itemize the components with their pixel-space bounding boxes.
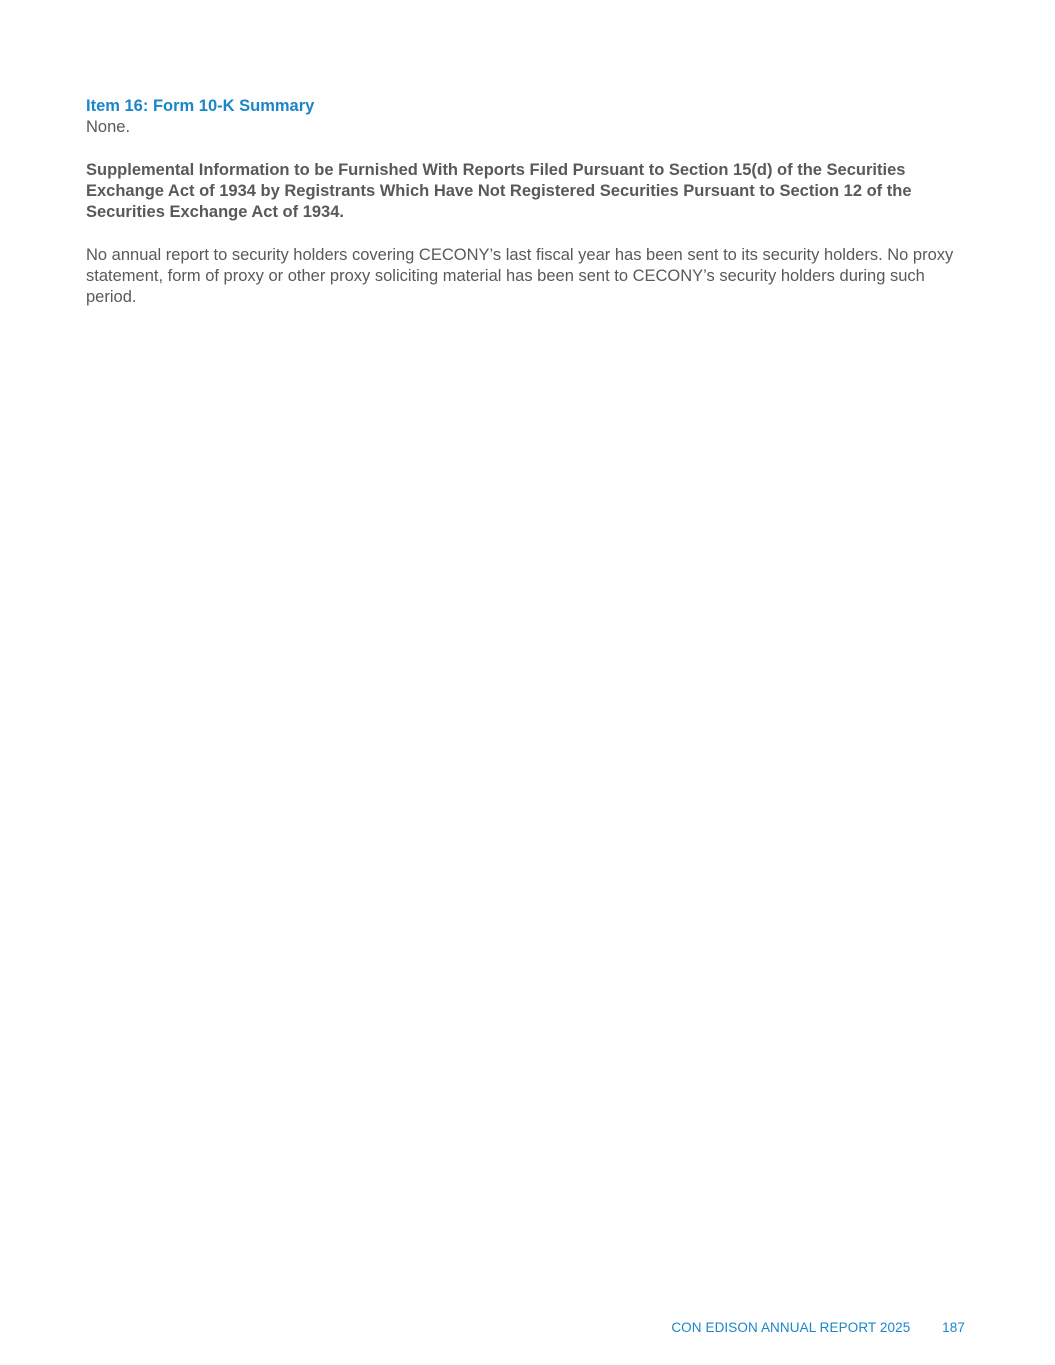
document-page (86, 96, 976, 308)
page-footer (671, 1320, 965, 1335)
supplemental-body: No annual report to security holders covering CECONY’s last fiscal year has been sent to its security holders. No proxy statement, form of proxy or other proxy soliciting material has been sent to CECONY’s security holders during such period. (86, 246, 954, 306)
supplemental-heading: Supplemental Information to be Furnished With Reports Filed Pursuant to Section 15(d) of the Securities Exchange Act of 1934 by Registrants Which Have Not Registered Securities Pursuant to Section 12 of the Securities Exchange Act of 1934. (86, 161, 912, 221)
item-16-body: None. (86, 118, 131, 136)
page-number: 187 (942, 1320, 965, 1335)
footer-report-title: CON EDISON ANNUAL REPORT 2025 (671, 1320, 911, 1335)
item-16-section (86, 96, 976, 138)
supplemental-information-section (86, 160, 976, 308)
item-16-heading: Item 16: Form 10-K Summary (86, 97, 315, 115)
